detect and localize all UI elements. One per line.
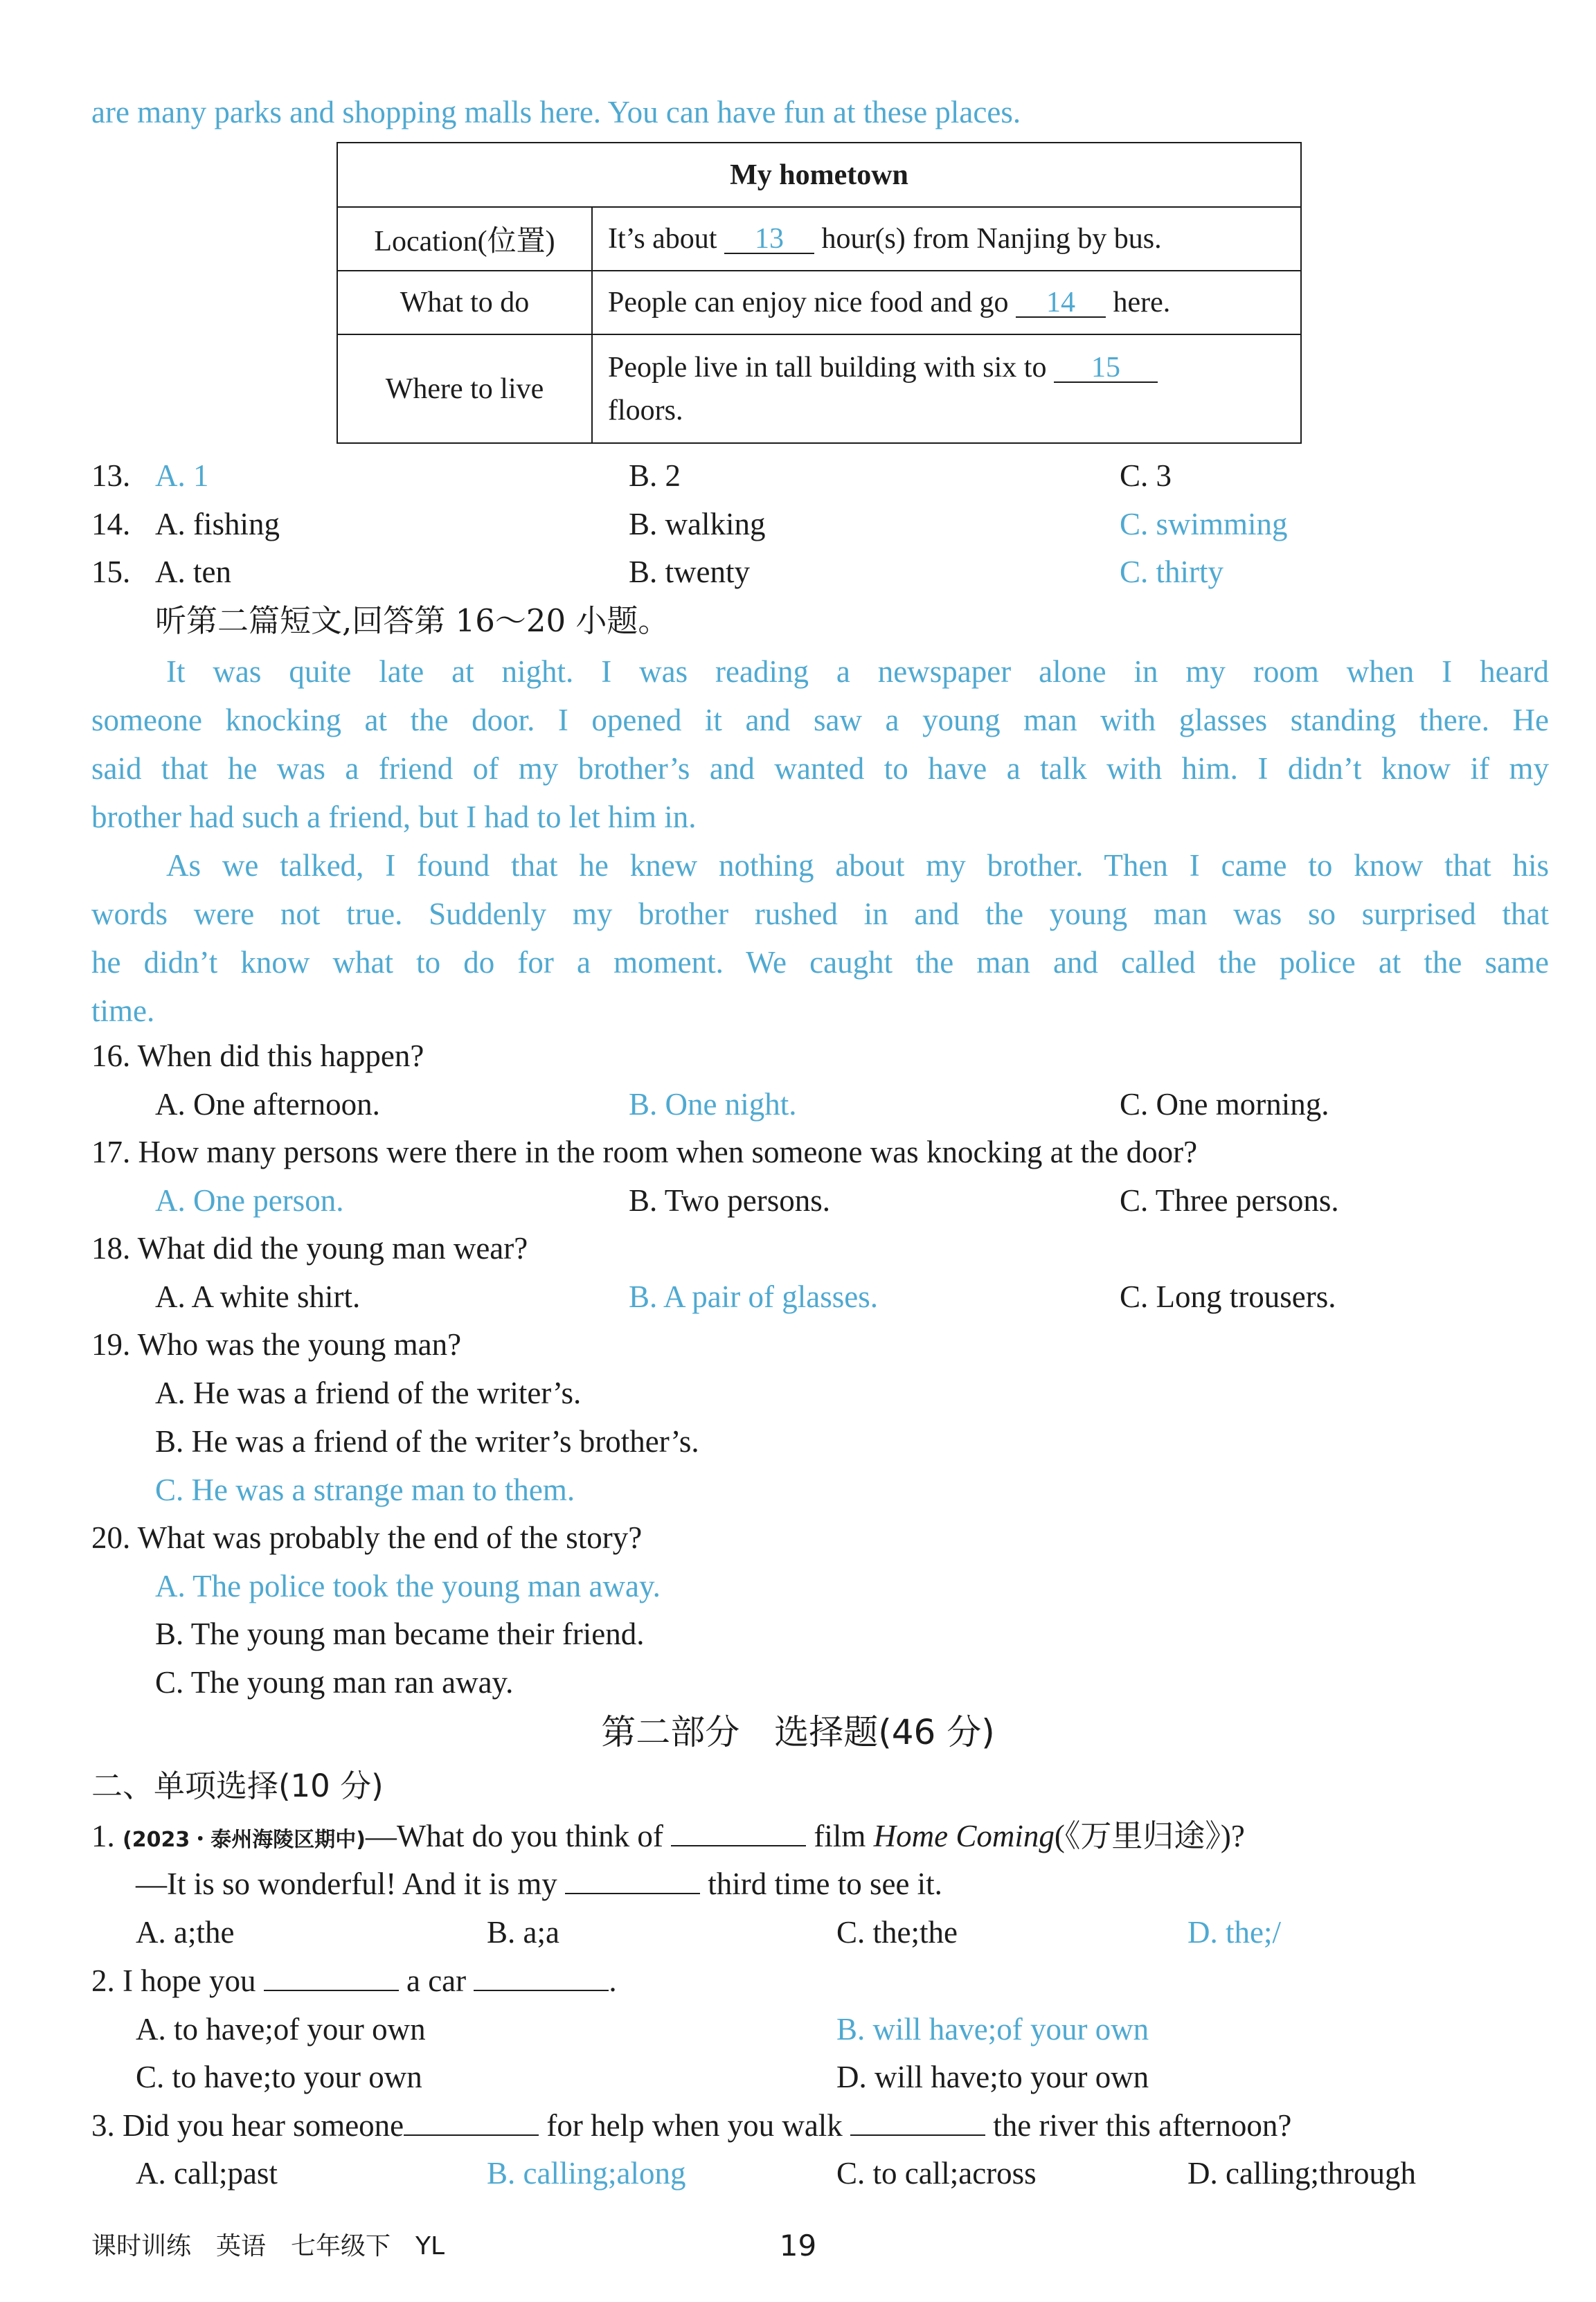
option-d[interactable]: D. will have;to your own [836, 2060, 1149, 2094]
row-label: What to do [337, 271, 592, 334]
option-b[interactable]: B. The young man became their friend. [155, 1617, 645, 1651]
table-title: My hometown [337, 143, 1301, 207]
answer-blank[interactable] [850, 2107, 985, 2136]
hometown-table [337, 142, 1302, 444]
option-c[interactable]: C. to call;across [836, 2156, 1037, 2191]
film-title-cn: (《万里归途》)? [1054, 1819, 1245, 1853]
row-text: People live in tall building with six to [608, 351, 1047, 384]
passage-line: It was quite late at night. I was reading a newspaper alone in my room when I heard [166, 654, 1549, 689]
passage-line: brother had such a friend, but I had to let him in. [91, 800, 697, 834]
question-stem [91, 1962, 617, 1999]
question-stem: 20. What was probably the end of the story? [91, 1520, 643, 1555]
question-number: 14. [91, 507, 131, 541]
option-c[interactable]: C. Long trousers. [1120, 1279, 1336, 1314]
passage-line: As we talked, I found that he knew nothing about my brother. Then I came to know that his [166, 848, 1549, 883]
row-text: hour(s) from Nanjing by bus. [821, 223, 1162, 255]
option-c[interactable]: C. to have;to your own [136, 2060, 422, 2094]
passage-line: time. [91, 993, 155, 1028]
row-text: here. [1113, 287, 1171, 318]
option-a[interactable]: A. He was a friend of the writer’s. [155, 1376, 582, 1410]
blank-13[interactable] [724, 225, 814, 254]
option-a[interactable]: A. fishing [155, 507, 280, 541]
answer-blank[interactable] [474, 1962, 609, 1991]
stem-text: Did you hear someone [123, 2108, 404, 2143]
question-stem [91, 1817, 1245, 1859]
row-label: Where to live [337, 334, 592, 443]
option-c[interactable]: C. the;the [836, 1915, 958, 1950]
option-b[interactable]: B. a;a [487, 1915, 559, 1950]
question-number: 2. [91, 1963, 115, 1998]
answer-blank[interactable] [264, 1962, 399, 1991]
section-title: 二、单项选择(10 分) [91, 1768, 384, 1804]
option-b[interactable]: B. walking [629, 507, 766, 541]
option-a[interactable]: A. One afternoon. [155, 1087, 380, 1122]
row-content [592, 271, 1301, 334]
option-b[interactable]: B. A pair of glasses. [629, 1279, 878, 1314]
row-content [592, 334, 1301, 443]
option-a[interactable]: A. ten [155, 555, 231, 589]
option-a[interactable]: A. 1 [155, 458, 209, 493]
question-number: 3. [91, 2108, 115, 2143]
stem-text: third time to see it. [708, 1867, 942, 1901]
blank-number: 13 [754, 223, 784, 255]
option-b[interactable]: B. He was a friend of the writer’s brother’s. [155, 1424, 699, 1459]
option-c[interactable]: C. 3 [1120, 458, 1172, 493]
option-d[interactable]: D. the;/ [1187, 1915, 1281, 1950]
option-c[interactable]: C. The young man ran away. [155, 1665, 514, 1700]
blank-number: 15 [1091, 351, 1120, 384]
stem-text: film [814, 1819, 866, 1853]
passage-line: someone knocking at the door. I opened it and saw a young man with glasses standing there. He [91, 703, 1549, 737]
stem-text: for help when you walk [546, 2108, 843, 2143]
stem-text: . [609, 1963, 617, 1998]
question-source: (2023・泰州海陵区期中) [123, 1828, 366, 1852]
part-title: 第二部分 选择题(46 分) [601, 1712, 995, 1752]
option-a[interactable]: A. to have;of your own [136, 2012, 426, 2047]
answer-blank[interactable] [404, 2107, 539, 2136]
option-b[interactable]: B. Two persons. [629, 1183, 831, 1218]
stem-text: the river this afternoon? [993, 2108, 1292, 2143]
option-c[interactable]: C. One morning. [1120, 1087, 1329, 1122]
passage-line: said that he was a friend of my brother’s and wanted to have a talk with him. I didn’t know if my [91, 751, 1549, 786]
option-b[interactable]: B. One night. [629, 1087, 797, 1122]
option-c[interactable]: C. swimming [1120, 507, 1288, 541]
passage-line: words were not true. Suddenly my brother rushed in and the young man was so surprised that [91, 897, 1549, 931]
option-a[interactable]: A. One person. [155, 1183, 344, 1218]
blank-14[interactable] [1016, 289, 1106, 318]
question-stem: 17. How many persons were there in the room when someone was knocking at the door? [91, 1135, 1198, 1169]
footer-book-info: 课时训练 英语 七年级下 YL [91, 2232, 445, 2260]
question-stem: 18. What did the young man wear? [91, 1231, 528, 1266]
option-a[interactable]: A. a;the [136, 1915, 235, 1950]
option-c[interactable]: C. thirty [1120, 555, 1224, 589]
listening-instruction: 听第二篇短文,回答第 16～20 小题。 [155, 602, 670, 639]
row-text: People can enjoy nice food and go [608, 287, 1009, 318]
option-a[interactable]: A. The police took the young man away. [155, 1569, 661, 1603]
option-b[interactable]: B. 2 [629, 458, 681, 493]
option-b[interactable]: B. calling;along [487, 2156, 686, 2191]
table-row [337, 207, 1301, 271]
answer-blank[interactable] [565, 1865, 700, 1894]
option-b[interactable]: B. twenty [629, 555, 750, 589]
passage-continuation: are many parks and shopping malls here. You can have fun at these places. [91, 95, 1021, 129]
listening-passage [91, 647, 1549, 1035]
row-label: Location(位置) [337, 207, 592, 271]
question-stem: 19. Who was the young man? [91, 1327, 462, 1362]
option-c[interactable]: C. He was a strange man to them. [155, 1473, 575, 1507]
option-b[interactable]: B. will have;of your own [836, 2012, 1149, 2047]
row-text: It’s about [608, 223, 717, 255]
stem-text: I hope you [123, 1963, 256, 1998]
question-number: 15. [91, 555, 131, 589]
blank-number: 14 [1046, 287, 1075, 318]
answer-blank[interactable] [671, 1817, 806, 1846]
film-title: Home Coming [873, 1819, 1055, 1853]
blank-15[interactable] [1054, 351, 1158, 384]
table-row [337, 334, 1301, 443]
question-stem-line2 [136, 1865, 942, 1903]
passage-line: he didn’t know what to do for a moment. We caught the man and called the police at the same [91, 945, 1549, 980]
question-stem [91, 2107, 1291, 2144]
question-number: 13. [91, 458, 131, 493]
option-a[interactable]: A. A white shirt. [155, 1279, 361, 1314]
row-text: floors. [608, 394, 683, 426]
option-a[interactable]: A. call;past [136, 2156, 278, 2191]
option-d[interactable]: D. calling;through [1187, 2156, 1416, 2191]
stem-text: —It is so wonderful! And it is my [136, 1867, 557, 1901]
stem-text: —What do you think of [365, 1819, 663, 1853]
page-number: 19 [779, 2229, 817, 2263]
option-c[interactable]: C. Three persons. [1120, 1183, 1339, 1218]
question-stem: 16. When did this happen? [91, 1038, 424, 1073]
question-number: 1. [91, 1819, 115, 1853]
table-row [337, 271, 1301, 334]
stem-text: a car [406, 1963, 467, 1998]
row-content [592, 207, 1301, 271]
